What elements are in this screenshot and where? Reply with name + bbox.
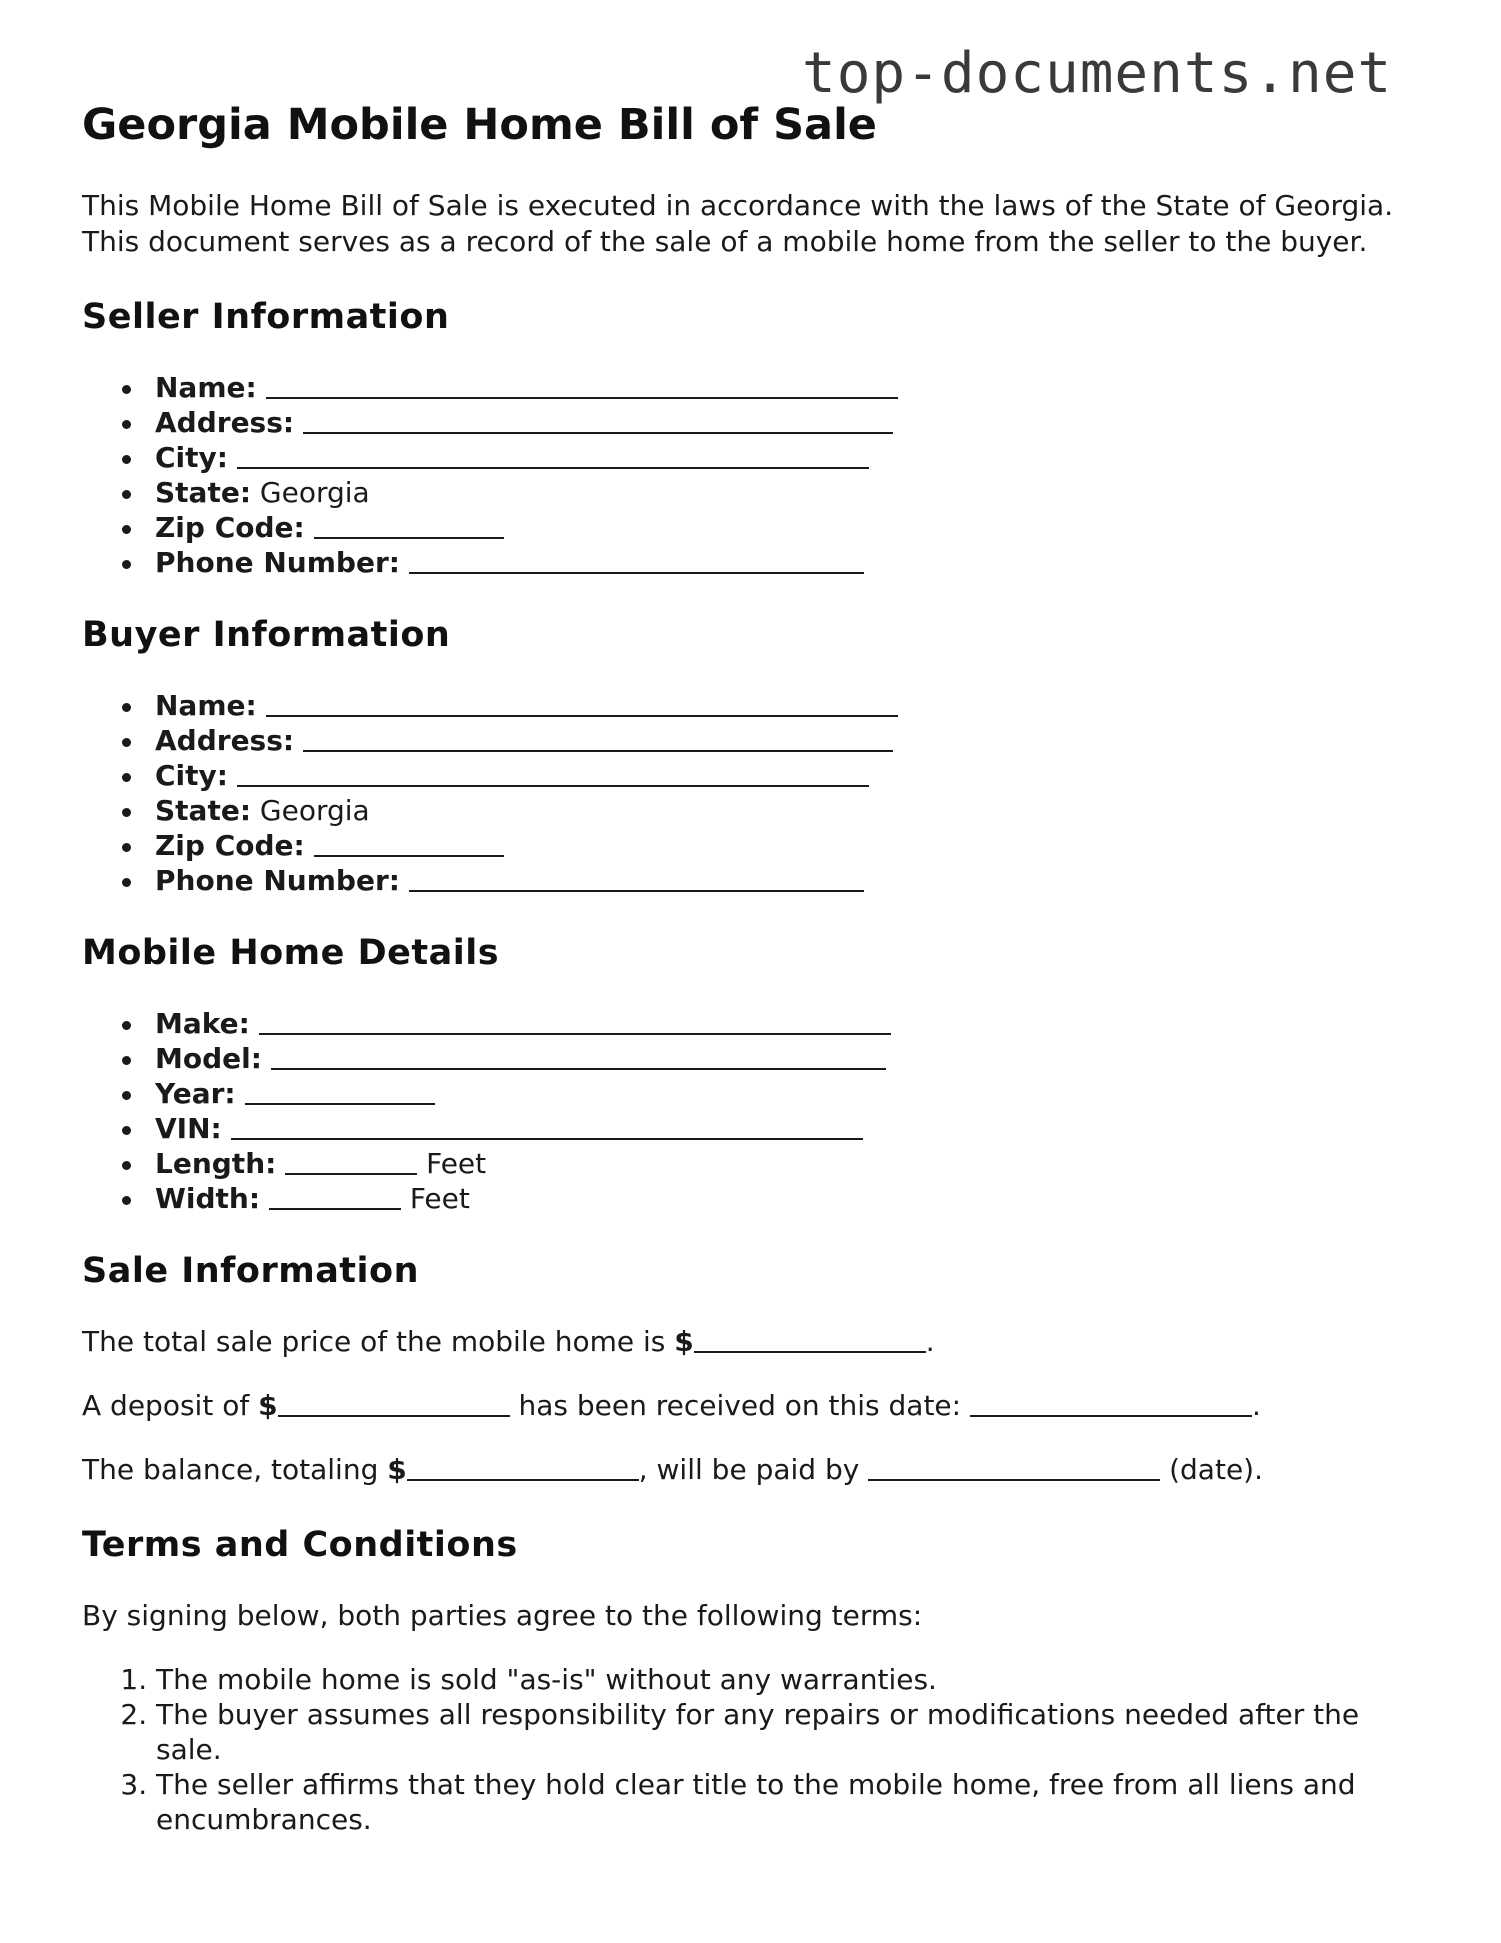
deposit-currency: $: [258, 1388, 278, 1422]
home-width-label: Width:: [155, 1181, 261, 1215]
buyer-phone-blank[interactable]: [409, 864, 864, 892]
watermark: top-documents.net: [802, 41, 1393, 106]
buyer-zip-blank[interactable]: [314, 829, 504, 857]
terms-intro: By signing below, both parties agree to the following terms:: [82, 1598, 923, 1632]
deposit-date-blank[interactable]: [970, 1389, 1252, 1417]
seller-zip-blank[interactable]: [314, 511, 504, 539]
term-item: 3. The seller affirms that they hold clear title to the mobile home, free from all liens and encumbrances.: [156, 1767, 1422, 1837]
term-item: 1. The mobile home is sold "as-is" without any warranties.: [156, 1662, 1422, 1697]
home-width-blank[interactable]: [269, 1182, 401, 1210]
buyer-name-blank[interactable]: [266, 689, 898, 717]
deposit-end: .: [1251, 1388, 1261, 1422]
home-length-unit: Feet: [417, 1146, 487, 1180]
home-make-field: [122, 1006, 1422, 1041]
seller-state-label: State:: [155, 475, 252, 509]
intro-paragraph: This Mobile Home Bill of Sale is executed in accordance with the laws of the State of Georgia. This document serves as a record of the sale of a mobile home from the seller to the buyer.: [82, 188, 1394, 258]
buyer-city-blank[interactable]: [237, 759, 869, 787]
seller-heading: Seller Information: [82, 296, 450, 337]
balance-text: The balance, totaling: [82, 1452, 388, 1486]
sale-price-line: [82, 1324, 1422, 1360]
deposit-mid: has been received on this date:: [509, 1388, 970, 1422]
terms-list: [82, 1662, 1422, 1837]
home-model-field: [122, 1041, 1422, 1076]
balance-mid: , will be paid by: [638, 1452, 869, 1486]
buyer-state-field: [122, 793, 1422, 828]
home-year-field: [122, 1076, 1422, 1111]
home-vin-field: [122, 1111, 1422, 1146]
document-title: Georgia Mobile Home Bill of Sale: [82, 100, 877, 150]
seller-zip-field: [122, 510, 1422, 545]
balance-currency: $: [387, 1452, 407, 1486]
seller-phone-field: [122, 545, 1422, 580]
buyer-fields: [82, 688, 1422, 898]
seller-name-blank[interactable]: [266, 371, 898, 399]
seller-phone-blank[interactable]: [409, 546, 864, 574]
seller-name-label: Name:: [155, 370, 257, 404]
home-make-blank[interactable]: [259, 1007, 891, 1035]
term-item: 2. The buyer assumes all responsibility for any repairs or modifications needed after the sale.: [156, 1697, 1422, 1767]
home-model-label: Model:: [155, 1041, 262, 1075]
buyer-phone-field: [122, 863, 1422, 898]
balance-amount-blank[interactable]: [407, 1453, 639, 1481]
buyer-state-label: State:: [155, 793, 252, 827]
seller-city-blank[interactable]: [237, 441, 869, 469]
seller-state-field: [122, 475, 1422, 510]
sale-price-currency: $: [674, 1324, 694, 1358]
home-model-blank[interactable]: [271, 1042, 886, 1070]
home-length-blank[interactable]: [285, 1147, 417, 1175]
buyer-address-field: [122, 723, 1422, 758]
balance-line: [82, 1452, 1422, 1488]
home-year-blank[interactable]: [245, 1077, 435, 1105]
seller-state-value: Georgia: [251, 475, 370, 509]
buyer-zip-label: Zip Code:: [155, 828, 305, 862]
buyer-name-label: Name:: [155, 688, 257, 722]
sale-price-blank[interactable]: [694, 1325, 926, 1353]
seller-city-field: [122, 440, 1422, 475]
terms-heading: Terms and Conditions: [82, 1524, 518, 1565]
seller-name-field: [122, 370, 1422, 405]
buyer-state-value: Georgia: [251, 793, 370, 827]
home-width-unit: Feet: [400, 1181, 470, 1215]
home-length-field: [122, 1146, 1422, 1181]
balance-end: (date).: [1160, 1452, 1263, 1486]
document-page: [82, 100, 1422, 1837]
home-heading: Mobile Home Details: [82, 932, 500, 973]
balance-date-blank[interactable]: [868, 1453, 1160, 1481]
buyer-name-field: [122, 688, 1422, 723]
seller-address-blank[interactable]: [303, 406, 893, 434]
sale-price-text: The total sale price of the mobile home is: [82, 1324, 675, 1358]
seller-phone-label: Phone Number:: [155, 545, 400, 579]
home-vin-label: VIN:: [155, 1111, 222, 1145]
home-make-label: Make:: [155, 1006, 250, 1040]
deposit-text: A deposit of: [82, 1388, 259, 1422]
sale-price-end: .: [925, 1324, 935, 1358]
buyer-address-blank[interactable]: [303, 724, 893, 752]
home-vin-blank[interactable]: [231, 1112, 863, 1140]
home-width-field: [122, 1181, 1422, 1216]
seller-zip-label: Zip Code:: [155, 510, 305, 544]
buyer-address-label: Address:: [155, 723, 295, 757]
seller-address-label: Address:: [155, 405, 295, 439]
seller-fields: [82, 370, 1422, 580]
buyer-city-label: City:: [155, 758, 228, 792]
home-year-label: Year:: [155, 1076, 236, 1110]
deposit-line: [82, 1388, 1422, 1424]
buyer-phone-label: Phone Number:: [155, 863, 400, 897]
deposit-amount-blank[interactable]: [278, 1389, 510, 1417]
seller-address-field: [122, 405, 1422, 440]
buyer-heading: Buyer Information: [82, 614, 451, 655]
seller-city-label: City:: [155, 440, 228, 474]
buyer-city-field: [122, 758, 1422, 793]
buyer-zip-field: [122, 828, 1422, 863]
sale-heading: Sale Information: [82, 1250, 419, 1291]
home-length-label: Length:: [155, 1146, 277, 1180]
home-fields: [82, 1006, 1422, 1216]
